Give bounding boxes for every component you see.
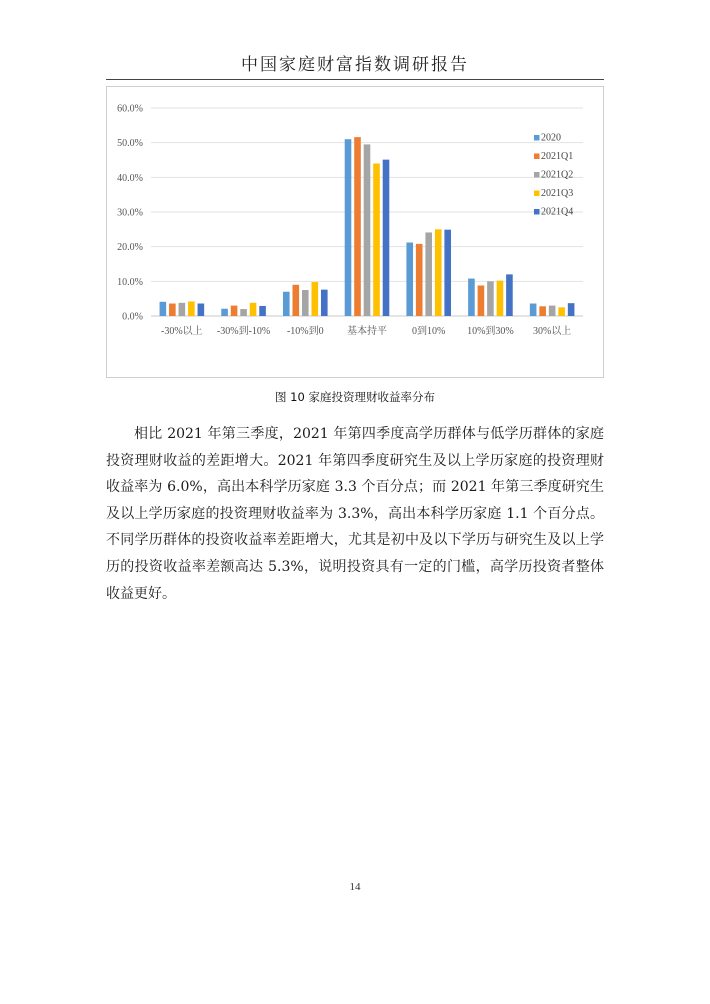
x-tick-label: 10%到30%: [467, 326, 514, 337]
legend-label: 2021Q2: [541, 169, 574, 181]
chart-canvas: [107, 87, 605, 379]
page-number: 14: [349, 881, 361, 893]
bar-2021Q1: [478, 285, 485, 316]
bar-2021Q3: [435, 229, 442, 316]
bar-2021Q1: [539, 306, 546, 316]
legend-swatch: [534, 154, 540, 160]
bar-2021Q4: [444, 230, 451, 316]
legend-label: 2021Q3: [541, 188, 574, 199]
bar-2021Q3: [188, 301, 195, 316]
bar-2021Q4: [321, 290, 328, 316]
bar-2021Q3: [497, 281, 504, 316]
y-tick-label: 40.0%: [117, 172, 143, 184]
figure-caption: 图 10 家庭投资理财收益率分布: [275, 390, 435, 404]
bar-2021Q3: [558, 307, 565, 316]
legend-swatch: [534, 209, 540, 215]
bar-2021Q1: [169, 304, 176, 316]
body-paragraph: 相比 2021 年第三季度，2021 年第四季度高学历群体与低学历群体的家庭投资理财收益的差距增大。2021 年第四季度研究生及以上学历家庭的投资理财收益率为 6.0%，高出本科学历家庭 3.3 个百分点；而 2021 年第三季度研究生及以上学历家庭的投资理财收益率为 3.3%，高出本科学历家庭 1.1 个百分点。不同学历群体的投资收益率差距增大，尤其是初中及以下学历与研究生及以上学历的投资收益率差额高达 5.3%，说明投资具有一定的门槛，高学历投资者整体收益更好。: [106, 426, 604, 602]
bar-2021Q4: [259, 306, 266, 316]
page-header-title: 中国家庭财富指数调研报告: [241, 55, 469, 75]
bar-2021Q3: [250, 303, 257, 316]
bar-2021Q2: [240, 309, 247, 316]
bar-2021Q2: [425, 232, 432, 316]
y-tick-label: 0.0%: [122, 311, 143, 323]
x-tick-label: -10%到0: [286, 326, 324, 337]
legend-swatch: [534, 135, 540, 141]
legend-label: 2021Q1: [541, 151, 574, 162]
bar-2020: [530, 304, 537, 316]
bar-2021Q1: [231, 306, 238, 316]
bar-2020: [221, 309, 228, 316]
bar-2021Q2: [179, 303, 186, 316]
bar-2020: [406, 243, 413, 316]
y-tick-label: 30.0%: [117, 207, 143, 219]
legend-swatch: [534, 191, 540, 197]
bar-2021Q4: [506, 274, 513, 316]
y-tick-label: 10.0%: [117, 276, 143, 288]
bar-2021Q3: [373, 163, 380, 316]
bar-2021Q2: [364, 144, 371, 316]
bar-2020: [345, 139, 352, 316]
x-tick-label: 基本持平: [347, 326, 387, 337]
legend-swatch: [534, 172, 540, 178]
bar-2021Q1: [292, 285, 299, 316]
bar-2021Q4: [568, 303, 575, 316]
bar-2021Q2: [302, 290, 309, 316]
bar-2021Q1: [416, 244, 423, 316]
x-tick-label: -30%到-10%: [216, 326, 271, 337]
x-tick-label: 0到10%: [412, 326, 446, 337]
y-tick-label: 50.0%: [117, 138, 143, 150]
x-tick-label: 30%以上: [532, 326, 572, 337]
bar-2021Q2: [487, 281, 494, 316]
x-tick-label: -30%以上: [161, 326, 203, 337]
header-divider: [106, 79, 604, 80]
return-distribution-chart: [106, 86, 604, 378]
bar-2021Q4: [383, 160, 390, 316]
bar-2020: [160, 302, 167, 316]
bar-2021Q3: [311, 282, 318, 316]
bar-2021Q4: [198, 304, 205, 316]
y-tick-label: 20.0%: [117, 242, 143, 254]
legend-label: 2021Q4: [541, 206, 574, 218]
bar-2021Q2: [549, 306, 556, 316]
bar-2020: [283, 292, 290, 316]
legend-label: 2020: [541, 132, 561, 144]
bar-2020: [468, 279, 475, 316]
y-tick-label: 60.0%: [117, 103, 143, 115]
bar-2021Q1: [354, 137, 361, 316]
